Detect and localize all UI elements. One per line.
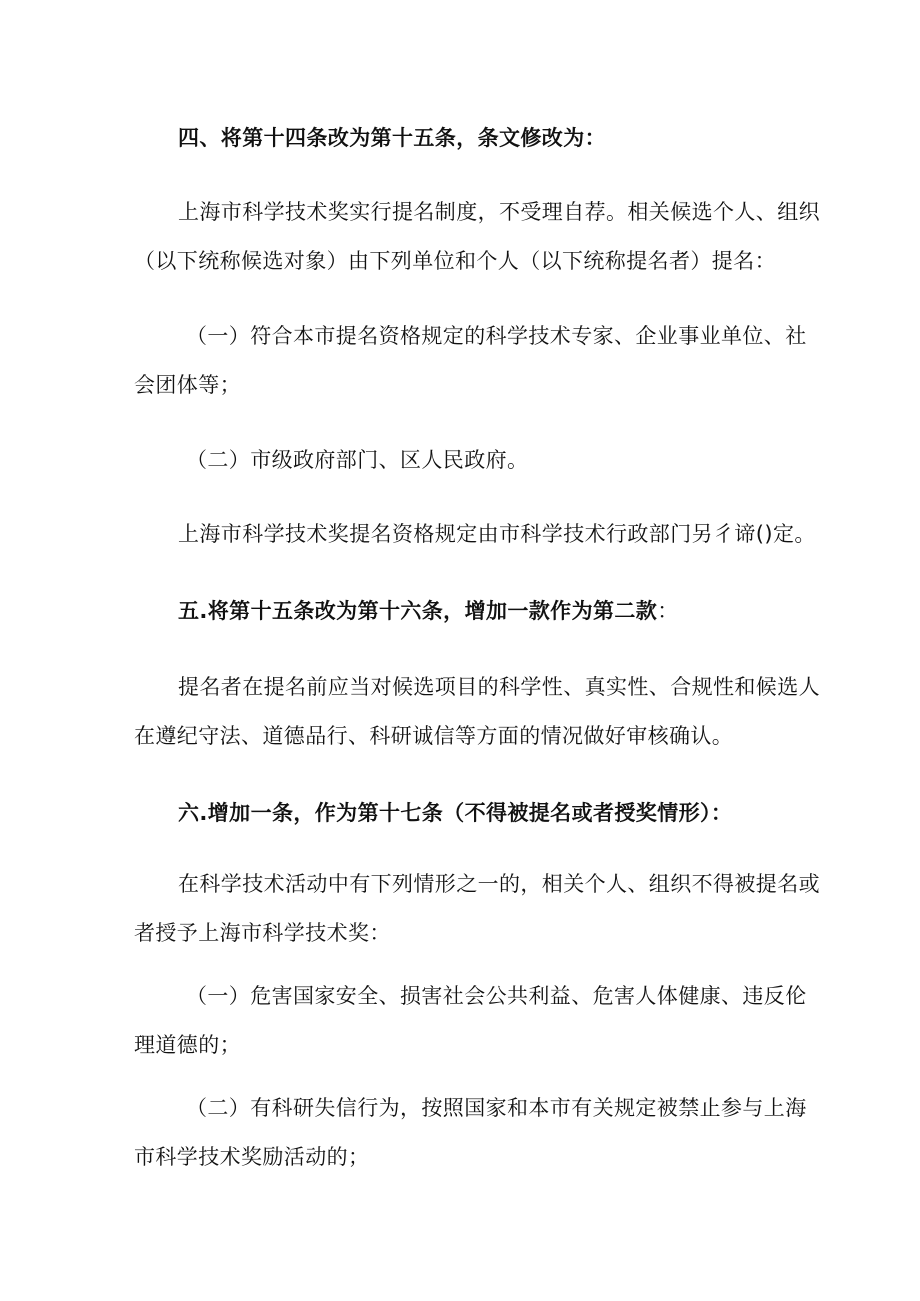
section-heading <box>178 595 679 625</box>
paragraph-line: 者授予上海市科学技术奖： <box>134 921 391 945</box>
list-item-line: （二）有科研失信行为，按照国家和本市有关规定被禁止参与上海 <box>186 1096 807 1120</box>
section-heading: 六.增加一条，作为第十七条（不得被提名或者授奖情形）： <box>178 801 733 825</box>
list-item-line: 市科学技术奖励活动的； <box>134 1145 370 1169</box>
list-item-line: （二）市级政府部门、区人民政府。 <box>186 448 529 472</box>
list-item-line: 会团体等； <box>134 373 241 397</box>
list-item-line: 理道德的； <box>134 1033 241 1057</box>
list-item-line: （一）危害国家安全、损害社会公共利益、危害人体健康、违反伦 <box>186 984 807 1008</box>
paragraph-line: 在遵纪守法、道德品行、科研诚信等方面的情况做好审核确认。 <box>134 724 734 748</box>
paragraph-line: 在科学技术活动中有下列情形之一的，相关个人、组织不得被提名或 <box>178 872 820 896</box>
section-heading-text: 五.将第十五条改为第十六条，增加一款作为第二款 <box>178 599 658 623</box>
paragraph-line: 提名者在提名前应当对候选项目的科学性、真实性、合规性和候选人 <box>178 675 820 699</box>
section-heading: 四、将第十四条改为第十五条，条文修改为： <box>178 126 606 150</box>
list-item-line: （一）符合本市提名资格规定的科学技术专家、企业事业单位、社 <box>186 324 807 348</box>
paragraph-line: （以下统称候选对象）由下列单位和个人（以下统称提名者）提名： <box>134 249 776 273</box>
paragraph-line: 上海市科学技术奖提名资格规定由市科学技术行政部门另彳谛()定。 <box>178 522 816 546</box>
section-heading-colon: ： <box>657 599 679 623</box>
paragraph-line: 上海市科学技术奖实行提名制度，不受理自荐。相关候选个人、组织 <box>178 200 820 224</box>
